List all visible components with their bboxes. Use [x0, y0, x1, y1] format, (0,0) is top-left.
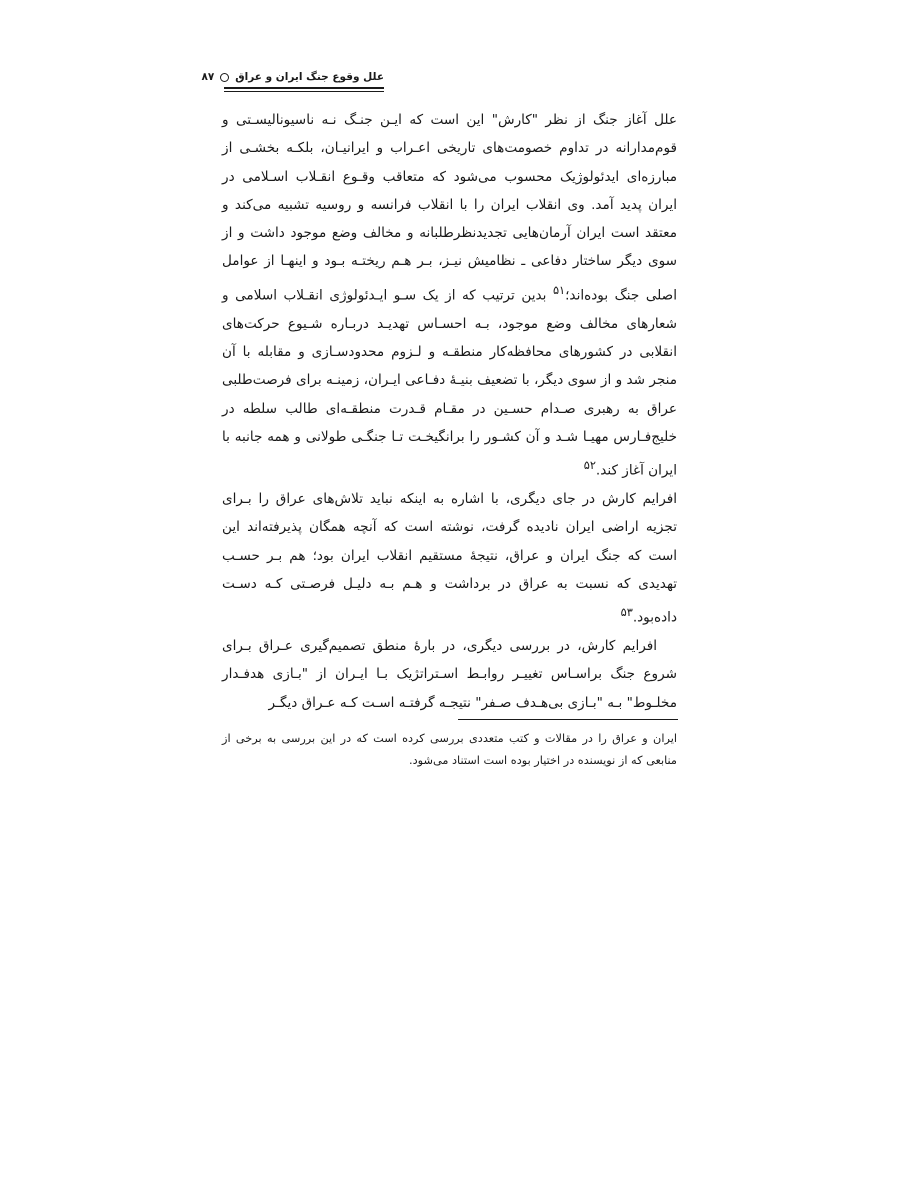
page-number: ۸۷	[201, 71, 215, 83]
header-rule-thick	[224, 87, 384, 89]
paragraph-1-text: علل آغاز جنگ از نظر "کارش" این است که ایـن جنـگ نـه ناسیونالیسـتی و قوم‌مدارانه در تداوم خصومت‌های تاریخی اعـراب و ایرانیـان، بلکـه بخشـی از مبارزه‌ای ایدئولوژیک محسوب می‌شود که متعاقب وقـوع انقـلاب اسـلامی در ایران پدید آمد. وی انقلاب ایران را با انقلاب فرانسه و روسیه تشبیه می‌کند و معتقد است ایران آرمان‌هایی تجدیدنظرطلبانه و مخالف وضع موجود داشت و از سوی دیگر ساختار دفاعی ـ نظامیش نیـز، بـر هـم ریختـه بـود و اینهـا از عوامل اصلی جنگ بوده‌اند؛	[222, 112, 677, 304]
running-head	[201, 68, 384, 86]
paragraph-1-text-cont: بدین ترتیب که از یک سـو ایـدئولوژی انقـلاب اسلامی و شعارهای مخالف وضع موجود، بـه احسـاس تهدیـد دربـاره شـیوع حرکت‌های انقلابی در کشورهای محافظه‌کار منطقـه و لـزوم محدودسـازی و مقابله با آن منجر شد و از سوی دیگر، با تضعیف بنیـهٔ دفـاعی ایـران، زمینـه برای فرصت‌طلبی عراق به رهبری صـدام حسـین در مقـام قـدرت منطقـه‌ای طالب سلطه در خلیج‌فـارس مهیـا شـد و آن کشـور را برانگیخـت تـا جنگـی طولانی و همه جانبه با ایران آغاز کند.	[221, 287, 677, 479]
footnote-ref-52: ۵۲	[583, 458, 596, 473]
footnote-text: ایران و عراق را در مقالات و کتب متعددی بررسی کرده است که در این بررسی به برخی از منابعی که از نویسنده در اختیار بوده است استناد می‌شود.	[222, 732, 677, 767]
paragraph-3	[222, 632, 677, 717]
body-text	[222, 106, 677, 717]
footnote-ref-51: ۵۱	[552, 282, 566, 297]
footnote-ref-53: ۵۳	[620, 605, 633, 620]
circle-separator-icon	[220, 73, 229, 82]
header-rule-thin	[224, 91, 384, 92]
running-head-title: علل وقوع جنگ ایران و عراق	[235, 71, 384, 83]
paragraph-3-text: افرایم کارش، در بررسی دیگری، در بارهٔ منطق تصمیم‌گیری عـراق بـرای شروع جنگ براسـاس تغییـر روابـط اسـتراتژیک بـا ایـران از "بـازی هدفـدار مخلـوط" بـه "بـازی بی‌هـدف صـفر" نتیجـه گرفتـه اسـت کـه عـراق دیگـر	[222, 637, 677, 711]
footnote	[222, 728, 677, 772]
footnote-rule	[458, 719, 678, 720]
paragraph-2	[222, 485, 677, 632]
paragraph-1	[222, 106, 677, 485]
paragraph-2-text: افرایم کارش در جای دیگری، با اشاره به اینکه نباید تلاش‌های عراق را بـرای تجزیه اراضی ایران نادیده گرفت، نوشته است که آنچه همگان پذیرفته‌اند این است که جنگ ایران و عراق، نتیجهٔ مستقیم انقلاب ایران بود؛ هم بـر حسـب تهدیدی که نسبت به عراق در برداشت و هـم بـه دلیـل فرصـتی کـه دسـت داده‌بود.	[222, 490, 677, 626]
